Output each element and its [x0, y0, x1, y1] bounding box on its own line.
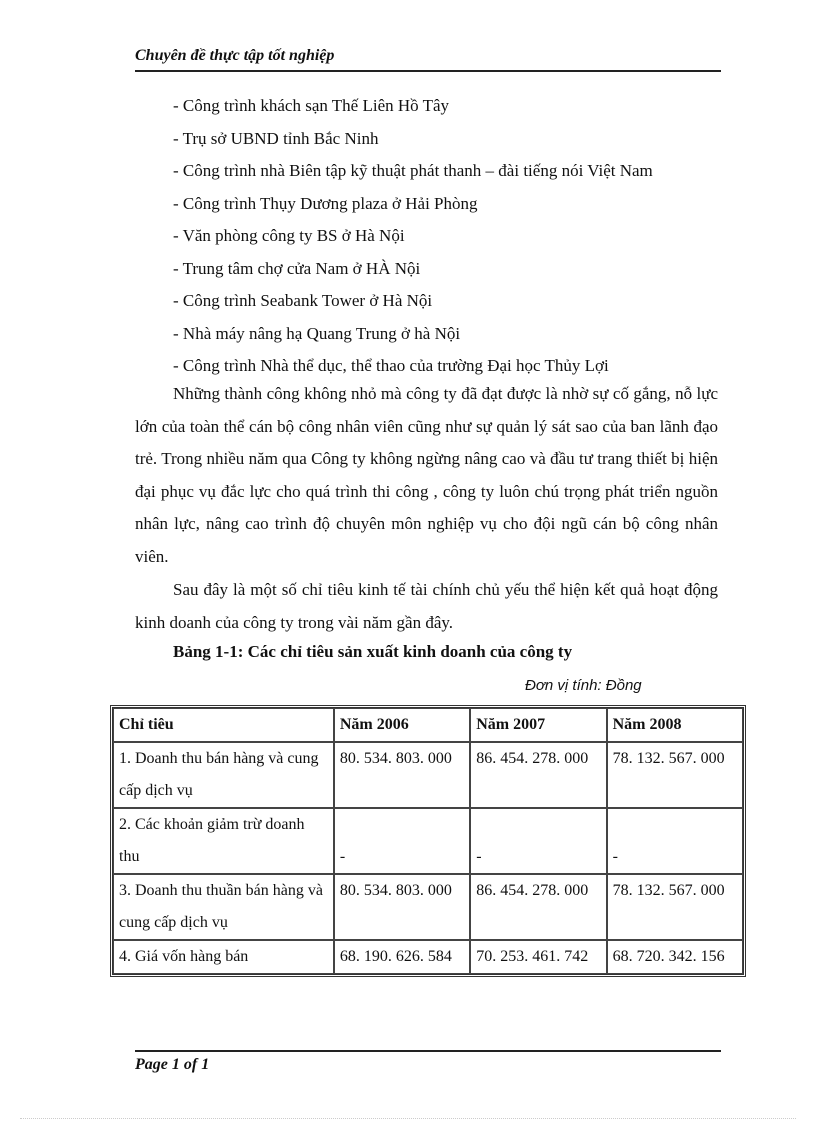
table-unit-note: Đơn vị tính: Đồng [525, 677, 642, 694]
table-cell: 78. 132. 567. 000 [607, 874, 743, 940]
header-divider [135, 70, 721, 72]
footer-divider [135, 1050, 721, 1052]
column-header: Năm 2006 [334, 708, 470, 742]
column-header: Chỉ tiêu [113, 708, 334, 742]
column-header: Năm 2008 [607, 708, 743, 742]
table-cell: 86. 454. 278. 000 [470, 874, 606, 940]
table-cell: 3. Doanh thu thuần bán hàng và cung cấp dịch vụ [113, 874, 334, 940]
table-cell: 68. 720. 342. 156 [607, 940, 743, 974]
table-cell: 2. Các khoản giảm trừ doanh thu [113, 808, 334, 874]
list-item: - Công trình Thụy Dương plaza ở Hải Phòng [173, 193, 478, 213]
table-cell: 1. Doanh thu bán hàng và cung cấp dịch vụ [113, 742, 334, 808]
table-cell: 4. Giá vốn hàng bán [113, 940, 334, 974]
list-item: - Trụ sở UBND tỉnh Bắc Ninh [173, 128, 379, 148]
table-cell: - [334, 808, 470, 874]
table-cell: - [470, 808, 606, 874]
project-list [173, 93, 733, 386]
financial-indicators-table [110, 705, 746, 977]
table-cell: 70. 253. 461. 742 [470, 940, 606, 974]
page-bottom-border [20, 1118, 796, 1119]
table-title: Bảng 1-1: Các chỉ tiêu sản xuất kinh doanh của công ty [173, 642, 573, 661]
column-header: Năm 2007 [470, 708, 606, 742]
table-cell: 78. 132. 567. 000 [607, 742, 743, 808]
list-item: - Công trình Seabank Tower ở Hà Nội [173, 291, 433, 310]
body-paragraph-achievements: Những thành công không nhỏ mà công ty đã đạt được là nhờ sự cố gắng, nỗ lực lớn của toàn thể cán bộ công nhân viên cũng như sự quản lý sát sao của ban lãnh đạo trẻ. Trong nhiều năm qua Công ty không ngừng nâng cao và đầu tư trang thiết bị hiện đại phục vụ đắc lực cho quá trình thi công , công ty luôn chú trọng phát triển nguồn nhân lực, nâng cao trình độ chuyên môn nghiệp vụ cho đội ngũ cán bộ công nhân viên. [135, 384, 718, 566]
page-header-title: Chuyên đề thực tập tốt nghiệp [135, 47, 335, 64]
table-row [113, 808, 743, 874]
body-paragraph-intro-table: Sau đây là một số chỉ tiêu kinh tế tài chính chủ yếu thể hiện kết quả hoạt động kinh doanh của công ty trong vài năm gần đây. [135, 580, 718, 632]
list-item: - Trung tâm chợ cửa Nam ở HÀ Nội [173, 258, 421, 278]
list-item: - Văn phòng công ty BS ở Hà Nội [173, 226, 405, 245]
list-item: - Công trình khách sạn Thế Liên Hồ Tây [173, 96, 450, 115]
page-footer-label: Page 1 of 1 [135, 1056, 210, 1073]
list-item: - Nhà máy nâng hạ Quang Trung ở hà Nội [173, 323, 461, 343]
table-header-row [113, 708, 743, 742]
table-cell: 68. 190. 626. 584 [334, 940, 470, 974]
table-row [113, 874, 743, 940]
table-cell: 86. 454. 278. 000 [470, 742, 606, 808]
table-cell: 80. 534. 803. 000 [334, 874, 470, 940]
list-item: - Công trình nhà Biên tập kỹ thuật phát thanh – đài tiếng nói Việt Nam [173, 161, 653, 180]
list-item: - Công trình Nhà thể dục, thể thao của trường Đại học Thủy Lợi [173, 356, 609, 375]
table-row [113, 742, 743, 808]
table-cell: 80. 534. 803. 000 [334, 742, 470, 808]
table-cell: - [607, 808, 743, 874]
table-row [113, 940, 743, 974]
